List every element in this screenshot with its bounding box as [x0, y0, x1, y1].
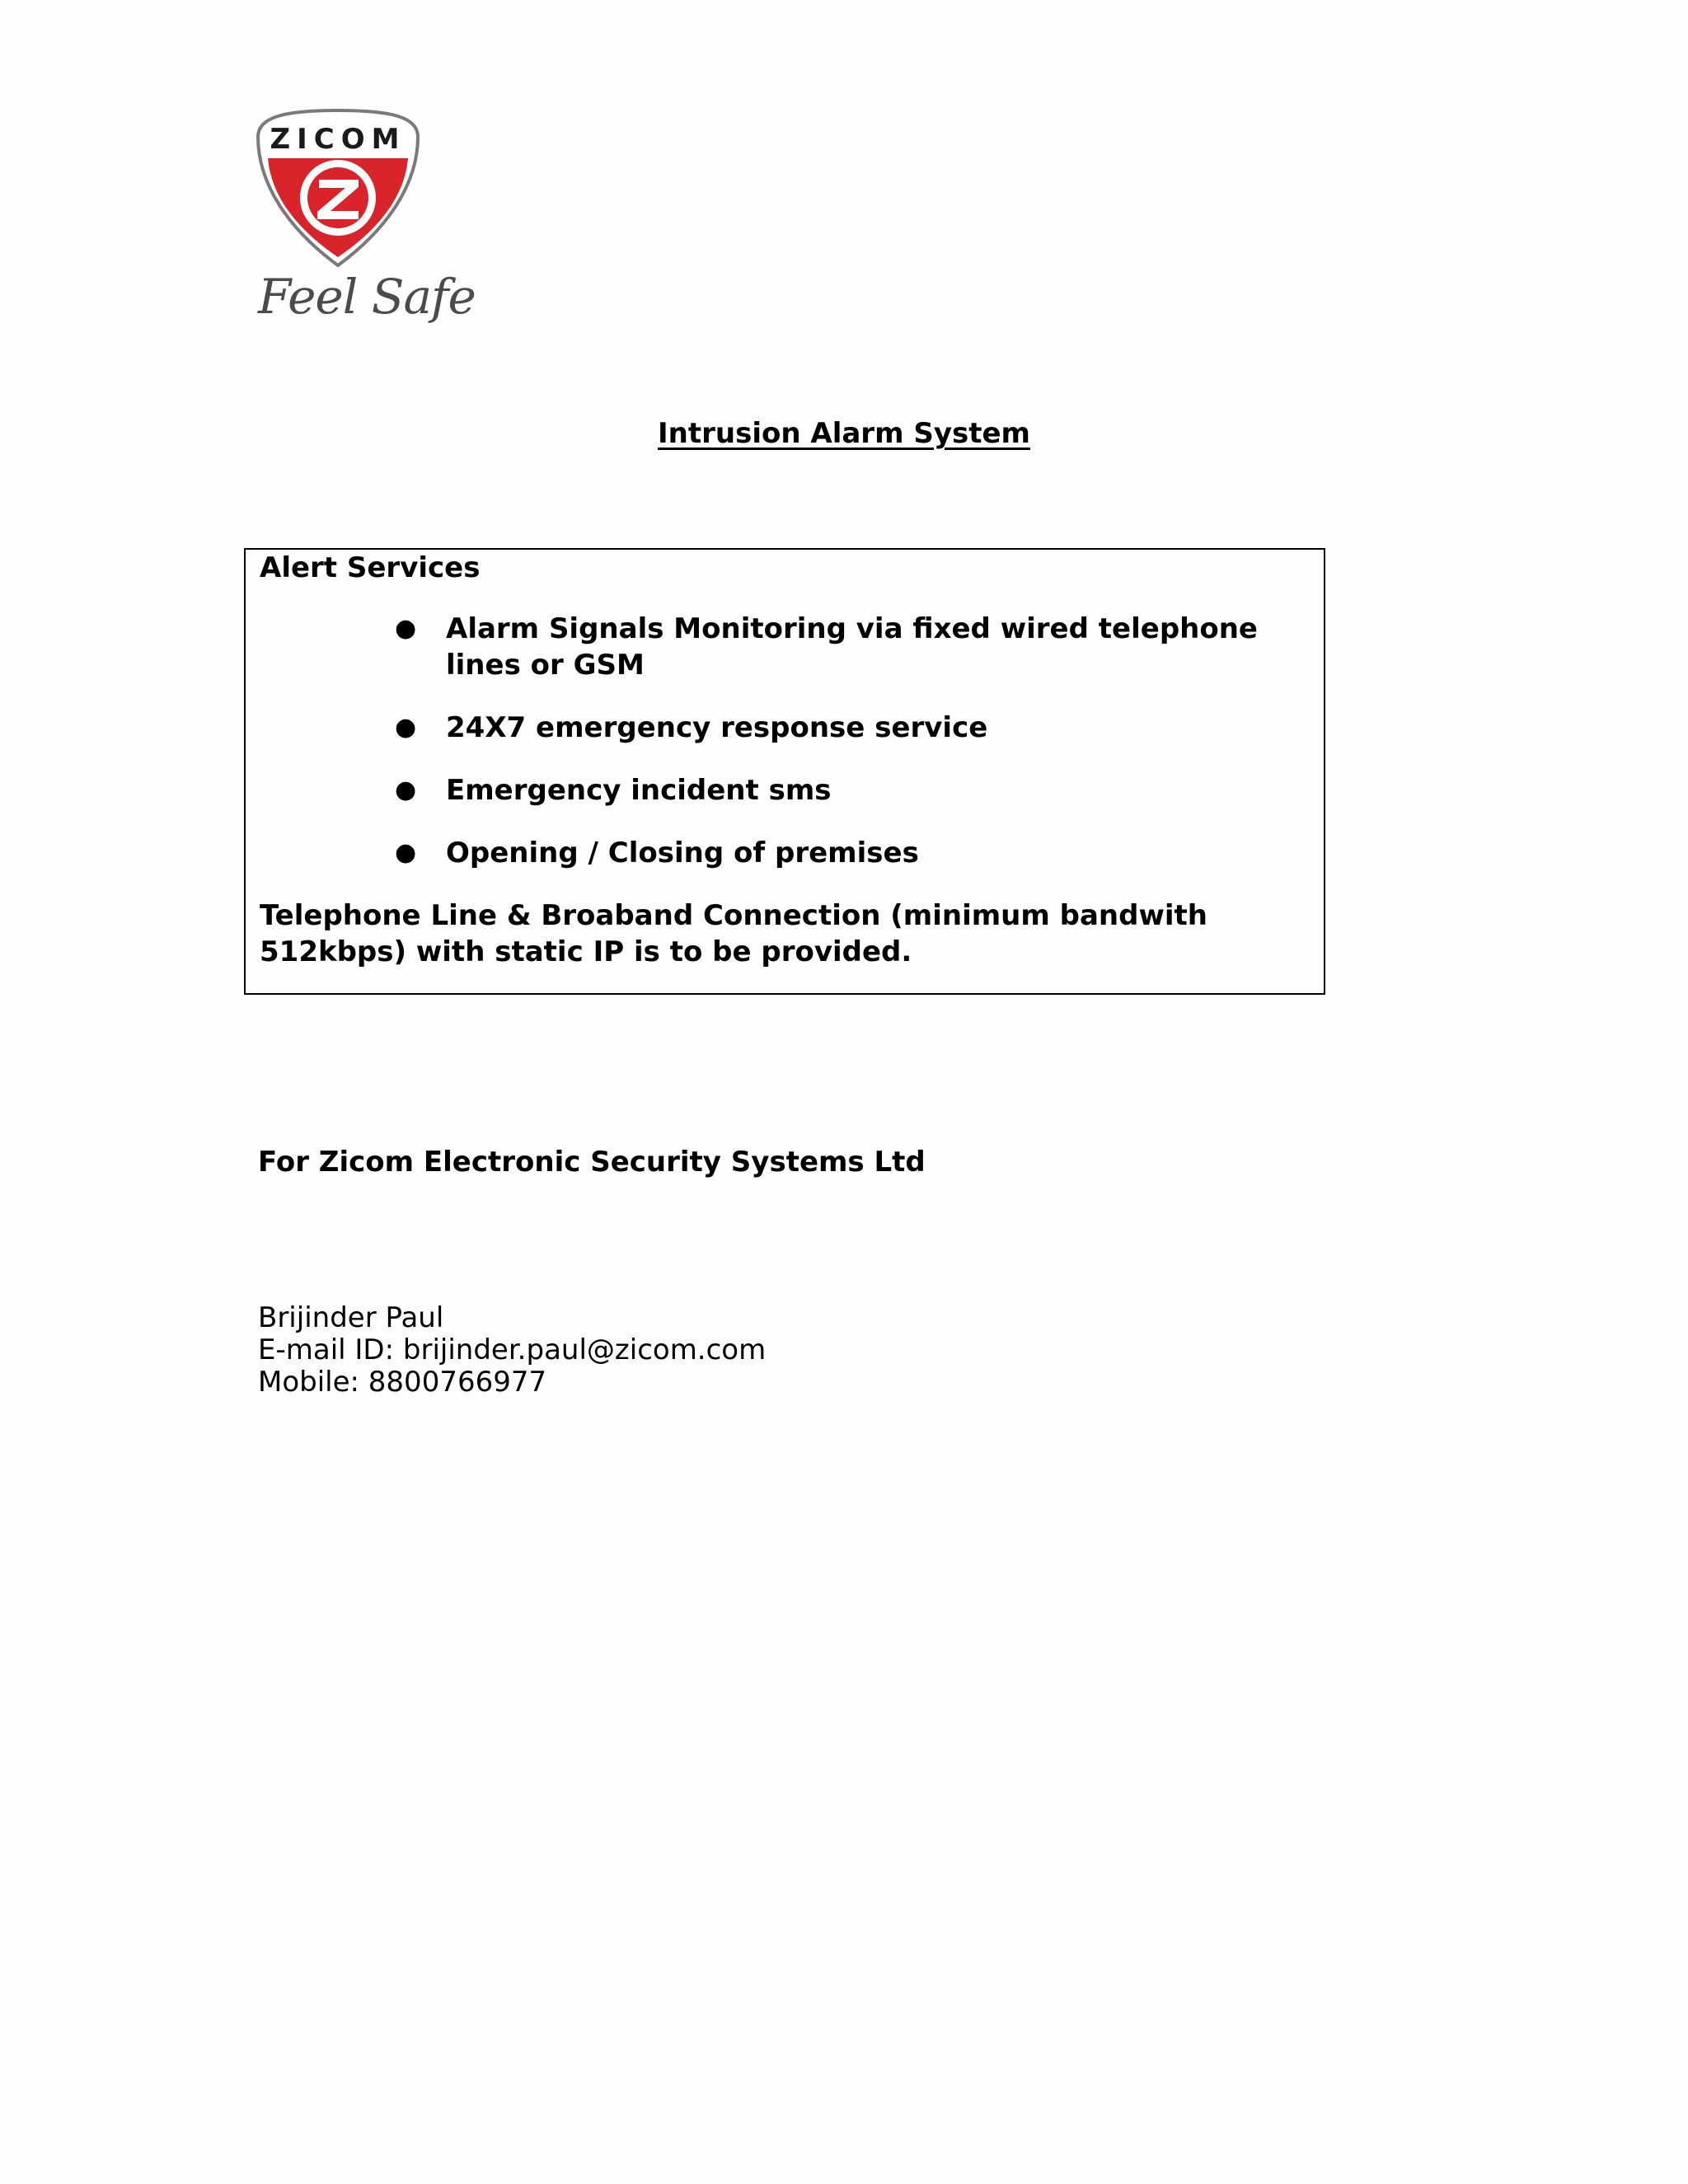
alert-services-box — [244, 548, 1325, 995]
document-title: Intrusion Alarm System — [658, 417, 1030, 450]
bullet-icon: ● — [395, 776, 417, 804]
zicom-logo — [251, 105, 476, 336]
service-item-text: Opening / Closing of premises — [446, 837, 919, 869]
contact-mobile: Mobile: 8800766977 — [258, 1366, 547, 1399]
contact-name: Brijinder Paul — [258, 1301, 444, 1334]
service-item-text: Alarm Signals Monitoring via fixed wired telephone lines or GSM — [446, 612, 1258, 682]
list-item — [395, 835, 1309, 871]
logo-tagline: Feel Safe — [258, 269, 476, 325]
shield-emblem-icon — [251, 105, 424, 270]
bullet-icon: ● — [395, 838, 417, 867]
list-item — [395, 710, 1309, 746]
contact-block — [258, 1302, 766, 1399]
contact-email: E-mail ID: brijinder.paul@zicom.com — [258, 1333, 767, 1366]
company-signoff: For Zicom Electronic Security Systems Ltd — [258, 1146, 926, 1179]
bullet-icon: ● — [395, 614, 417, 643]
service-item-text: 24X7 emergency response service — [446, 711, 988, 744]
list-item — [395, 611, 1309, 683]
list-item — [395, 772, 1309, 808]
svg-text:ZICOM: ZICOM — [270, 123, 406, 156]
bullet-icon: ● — [395, 713, 417, 742]
connection-requirement-note: Telephone Line & Broaband Connection (minimum bandwith 512kbps) with static IP is to be provided. — [260, 899, 1207, 968]
service-item-text: Emergency incident sms — [446, 774, 832, 807]
alert-services-heading: Alert Services — [260, 551, 481, 584]
